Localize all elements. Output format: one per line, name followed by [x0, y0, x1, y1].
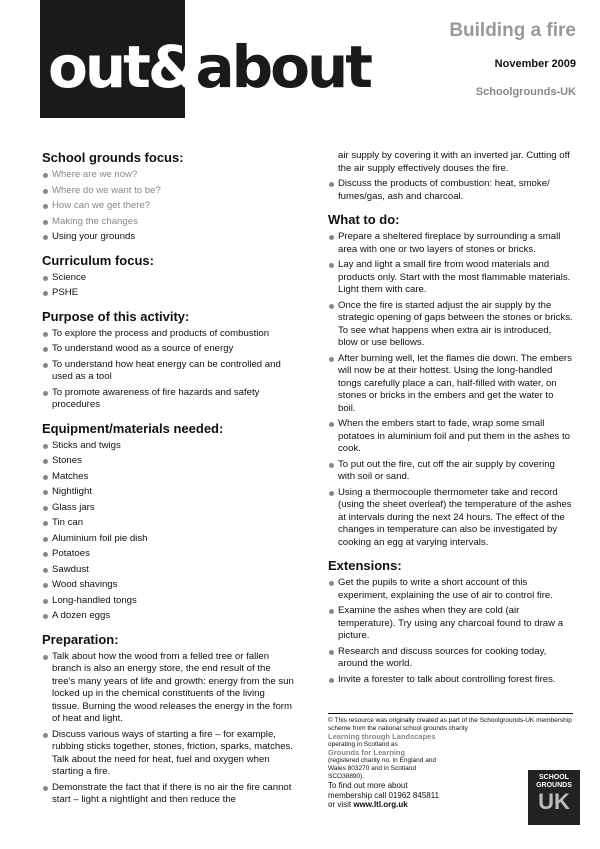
list-item: Wood shavings [42, 579, 294, 592]
list-item: Glass jars [42, 502, 294, 515]
curriculum-heading: Curriculum focus: [42, 252, 154, 268]
list-item: Prepare a sheltered fireplace by surrounding a small area with one or two layers of stones or bricks. [328, 231, 573, 256]
preparation-heading: Preparation: [42, 631, 119, 647]
list-item: Discuss the products of combustion: heat, smoke/ fumes/gas, ash and charcoal. [328, 178, 573, 203]
footer-line4: To find out more about membership call 01962 845811 [328, 781, 440, 800]
right-column [328, 150, 573, 695]
list-item: Sawdust [42, 564, 294, 577]
sg-logo-line1: SCHOOL [539, 774, 569, 781]
document-org: Schoolgrounds-UK [475, 86, 576, 98]
whattodo-heading: What to do: [328, 212, 400, 227]
list-item: Making the changes [42, 216, 294, 229]
logo-part2: about [195, 33, 370, 101]
list-item: Stones [42, 455, 294, 468]
left-column [42, 150, 294, 816]
list-item: Aluminium foil pie dish [42, 533, 294, 546]
sg-logo-line2: GROUNDS [536, 782, 572, 789]
list-item: To explore the process and products of combustion [42, 328, 294, 341]
list-item: How can we get there? [42, 200, 294, 213]
whattodo-list [328, 231, 573, 549]
list-item: Once the fire is started adjust the air supply by the strategic opening of gaps between the stones or bricks. To see what happens when extra air is introduced, blow or use bellows. [328, 300, 573, 350]
list-item: Talk about how the wood from a felled tree or fallen branch is also an energy store, the end result of the tree's many years of life and growth: energy from the sun locked up in the chemical constituents of the living tissue. Burning the wood releases the energy in the form of heat and light. [42, 651, 294, 726]
document-title: Building a fire [449, 20, 576, 41]
list-item: To promote awareness of fire hazards and safety procedures [42, 387, 294, 412]
list-item: PSHE [42, 287, 294, 300]
list-item: Invite a forester to talk about controlling forest fires. [328, 674, 573, 687]
list-item: Where are we now? [42, 169, 294, 182]
list-item: Discuss various ways of starting a fire – for example, rubbing sticks together, stones, friction, sparks, matches. Talk about the need for heat, fuel and oxygen when starting a fire. [42, 729, 294, 779]
document-date: November 2009 [494, 58, 576, 70]
sg-logo-line3: UK [538, 789, 570, 814]
list-item: After burning well, let the flames die down. The embers will now be at their hottest. Using the long-handled tongs carefully place a can, half-filled with water, on stones or bricks in the embers and get the water to boil. [328, 353, 573, 416]
list-item: Using a thermocouple thermometer take and record (using the sheet overleaf) the temperature of the ashes at intervals during the next 24 hours. The effect of the changes in temperature can also be investigated by cooking an egg at varying intervals. [328, 487, 573, 550]
preparation-list-continued [328, 178, 573, 203]
list-item: Long-handled tongs [42, 595, 294, 608]
extensions-list [328, 577, 573, 686]
list-item: Matches [42, 471, 294, 484]
list-item: Nightlight [42, 486, 294, 499]
footer-brand1: Learning through Landscapes [328, 732, 436, 741]
list-item: To put out the fire, cut off the air supply by covering with soil or sand. [328, 459, 573, 484]
list-item: To understand how heat energy can be controlled and used as a tool [42, 359, 294, 384]
footer-line3: (registered charity no. in England and Wales 803270 and in Scotland SCO38890). [328, 757, 437, 780]
list-item: Using your grounds [42, 231, 294, 244]
equipment-heading: Equipment/materials needed: [42, 420, 224, 436]
logo-part1: out& [48, 33, 196, 101]
list-item: Research and discuss sources for cooking today, around the world. [328, 646, 573, 671]
list-item: Sticks and twigs [42, 440, 294, 453]
purpose-heading: Purpose of this activity: [42, 308, 190, 324]
footer-visit-prefix: or visit [328, 800, 354, 809]
focus-list [42, 169, 294, 244]
list-item: Examine the ashes when they are cold (air temperature). Try using any charcoal found to draw a picture. [328, 605, 573, 643]
footer-website-link[interactable]: www.ltl.org.uk [353, 800, 408, 809]
purpose-list [42, 328, 294, 412]
list-item: A dozen eggs [42, 610, 294, 623]
focus-heading: School grounds focus: [42, 150, 184, 165]
schoolgrounds-uk-logo [528, 770, 580, 825]
list-item: When the embers start to fade, wrap some small potatoes in aluminium foil and put them in the ashes to cook. [328, 418, 573, 456]
list-item: Lay and light a small fire from wood materials and products only. Start with the most flammable materials. Light them with care. [328, 259, 573, 297]
list-item: Demonstrate the fact that if there is no air the fire cannot start – light a nightlight and then reduce the [42, 782, 294, 807]
equipment-list [42, 440, 294, 623]
curriculum-list [42, 272, 294, 300]
preparation-list [42, 651, 294, 807]
footer-line2: operating in Scotland as [328, 741, 398, 748]
footer-brand2: Grounds for Learning [328, 748, 406, 757]
list-item: Get the pupils to write a short account of this experiment, explaining the use of air to control fire. [328, 577, 573, 602]
list-item: Potatoes [42, 548, 294, 561]
list-item: Science [42, 272, 294, 285]
header [0, 0, 600, 118]
footer-line1: © This resource was originally created as part of the Schoolgrounds-UK membership scheme from the national school grounds charity [328, 717, 572, 732]
preparation-continuation: air supply by covering it with an inverted jar. Cutting off the air supply effectively douses the fire. [338, 150, 570, 174]
logo [48, 33, 370, 101]
extensions-heading: Extensions: [328, 558, 402, 573]
list-item: Where do we want to be? [42, 185, 294, 198]
list-item: To understand wood as a source of energy [42, 343, 294, 356]
list-item: Tin can [42, 517, 294, 530]
